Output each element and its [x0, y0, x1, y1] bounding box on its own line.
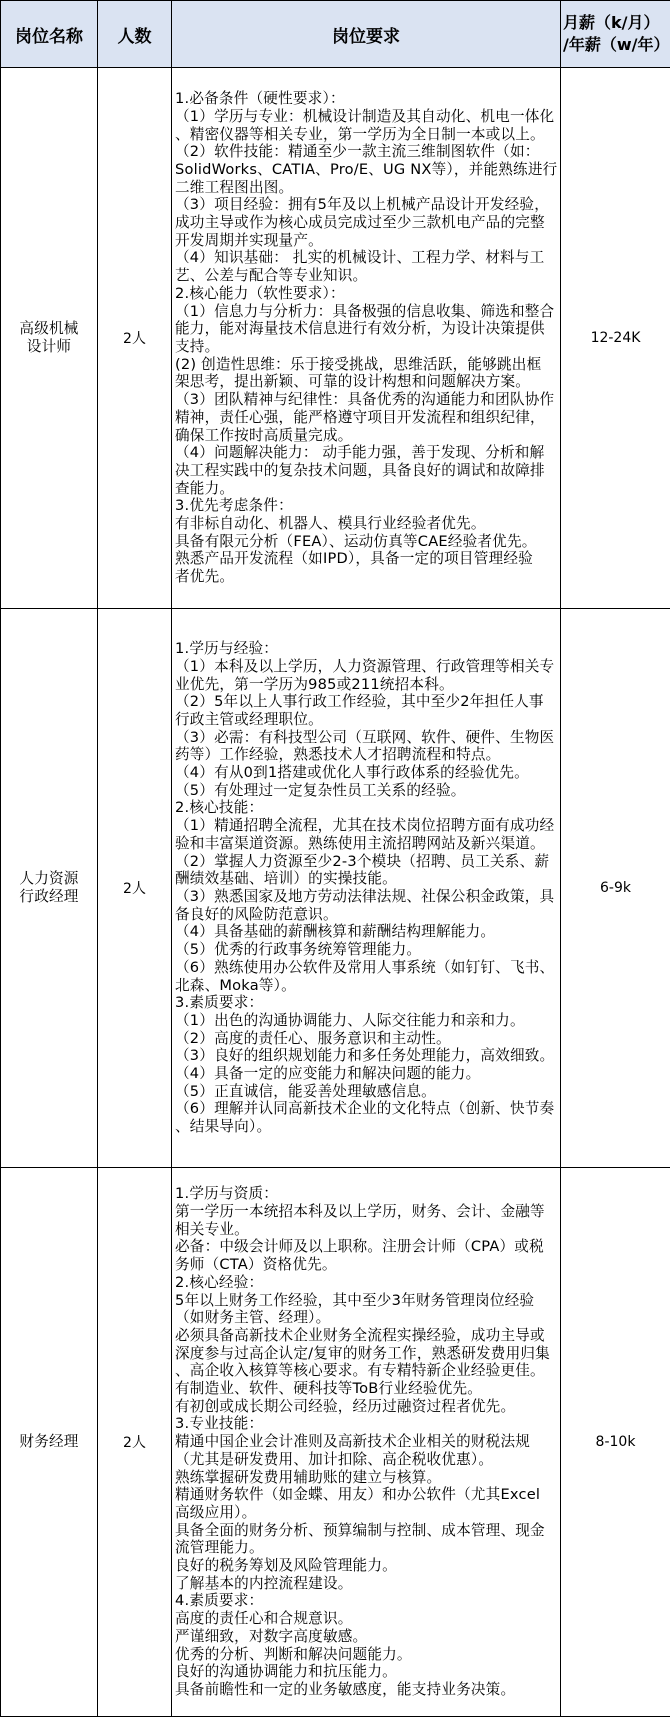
table-row — [1, 1168, 670, 1717]
requirement-line: 相关专业。 — [175, 1220, 249, 1238]
requirement-line: 2.核心经验： — [175, 1273, 264, 1291]
requirement-line: （1）出色的沟通协调能力、人际交往能力和亲和力。 — [175, 1011, 525, 1029]
table-row — [1, 68, 670, 609]
requirement-line: 验和丰富渠道资源。熟练使用主流招聘网站及新兴渠道。 — [175, 834, 545, 852]
requirement-line: （2）掌握人力资源至少2-3个模块（招聘、员工关系、薪 — [175, 852, 550, 870]
header-salary — [561, 1, 670, 68]
requirement-line: （尤其是研发费用、加计扣除、高企税收优惠）。 — [175, 1450, 494, 1468]
requirement-line: 行政主管或经理职位。 — [175, 710, 323, 728]
requirement-line: 2.核心能力（软性要求）： — [175, 284, 345, 302]
requirements-cell — [172, 68, 561, 609]
requirement-line: 熟练掌握研发费用辅助账的建立与核算。 — [175, 1468, 442, 1486]
position-title-line2: 设计师 — [26, 338, 72, 355]
requirement-line: （3）项目经验：拥有5年及以上机械产品设计开发经验， — [175, 196, 550, 214]
requirement-line: 药等）工作经验，熟悉技术人才招聘流程和特点。 — [175, 746, 501, 764]
requirement-line: （6）理解并认同高新技术企业的文化特点（创新、快节奏 — [175, 1100, 555, 1118]
requirement-line: 开发周期并实现量产。 — [175, 231, 323, 249]
requirement-line: 第一学历一本统招本科及以上学历，财务、会计、金融等 — [175, 1203, 545, 1220]
requirement-line: （4）问题解决能力： 动手能力强，善于发现、分析和解 — [175, 444, 545, 462]
header-salary-line2: /年薪（w/年） — [563, 35, 670, 54]
requirement-line: 4.素质要求： — [175, 1592, 264, 1610]
header-row — [1, 1, 670, 68]
requirement-line: 精通财务软件（如金蝶、用友）和办公软件（尤其Excel — [175, 1486, 541, 1504]
requirement-line: 3.专业技能： — [175, 1415, 264, 1433]
requirement-line: （2）高度的责任心、服务意识和主动性。 — [175, 1029, 451, 1047]
position-title-cell — [1, 68, 98, 609]
requirement-line: 酬绩效基础、培训）的实操技能。 — [175, 870, 397, 888]
requirement-line: （3）良好的组织规划能力和多任务处理能力，高效细致。 — [175, 1047, 555, 1065]
requirement-line: 高度的责任心和合规意识。 — [175, 1610, 353, 1628]
position-title-cell — [1, 609, 98, 1168]
requirement-line: （5）正直诚信，能妥善处理敏感信息。 — [175, 1082, 436, 1100]
requirement-line: 能力，能对海量技术信息进行有效分析，为设计决策提供 — [175, 320, 545, 338]
requirement-line: 支持。 — [175, 338, 220, 355]
requirement-line: 架思考，提出新颖、可靠的设计构想和问题解决方案。 — [175, 373, 531, 391]
requirement-line: （4）知识基础： 扎实的机械设计、工程力学、材料与工 — [175, 249, 545, 267]
requirement-line: （3）熟悉国家及地方劳动法律法规、社保公积金政策，具 — [175, 888, 555, 905]
requirement-line: （1）本科及以上学历，人力资源管理、行政管理等相关专 — [175, 657, 555, 675]
requirement-line: 深度参与过高企认定/复审的财务工作，熟悉研发费用归集 — [175, 1344, 550, 1362]
requirement-line: （5）优秀的行政事务统筹管理能力。 — [175, 941, 422, 959]
headcount-cell: 2人 — [98, 68, 172, 609]
requirement-line: 具备全面的财务分析、预算编制与控制、成本管理、现金 — [175, 1521, 545, 1539]
header-position: 岗位名称 — [1, 1, 98, 68]
requirement-line: 有制造业、软件、硬科技等ToB行业经验优先。 — [175, 1380, 483, 1398]
requirement-line: 备良好的风险防范意识。 — [175, 905, 338, 923]
requirement-line: 2.核心技能： — [175, 799, 264, 817]
requirement-line: （4）具备基础的薪酬核算和薪酬结构理解能力。 — [175, 923, 496, 941]
requirement-line: （4）具备一定的应变能力和解决问题的能力。 — [175, 1065, 481, 1083]
salary-cell: 12-24K — [561, 68, 670, 609]
position-title-line1: 人力资源 — [19, 870, 79, 887]
requirement-line: 良好的沟通协调能力和抗压能力。 — [175, 1663, 397, 1681]
requirement-line: 5年以上财务工作经验，其中至少3年财务管理岗位经验 — [175, 1291, 535, 1309]
table-row — [1, 609, 670, 1168]
requirement-line: 务师（CTA）资格优先。 — [175, 1256, 337, 1274]
requirement-line: 北森、Moka等）。 — [175, 976, 296, 994]
requirement-line: 3.素质要求： — [175, 994, 264, 1012]
requirements-cell — [172, 1168, 561, 1717]
requirement-line: 流管理能力。 — [175, 1539, 264, 1557]
requirement-line: 、精密仪器等相关专业，第一学历为全日制一本或以上。 — [175, 125, 545, 143]
position-title-cell — [1, 1168, 98, 1717]
salary-cell: 8-10k — [561, 1168, 670, 1717]
requirement-line: 二维工程图出图。 — [175, 178, 294, 196]
requirement-line: SolidWorks、CATIA、Pro/E、UG NX等），并能熟练进行 — [175, 160, 558, 178]
position-title-line1: 高级机械 — [19, 320, 79, 337]
requirement-line: 必备：中级会计师及以上职称。注册会计师（CPA）或税 — [175, 1238, 544, 1256]
requirement-line: 1.学历与资质： — [175, 1185, 279, 1203]
requirement-line: 、结果导向）。 — [175, 1118, 272, 1136]
requirement-line: 1.学历与经验： — [175, 640, 279, 658]
headcount-cell: 2人 — [98, 609, 172, 1168]
requirement-line: 精通中国企业会计准则及高新技术企业相关的财税法规 — [175, 1433, 531, 1451]
requirement-line: 优秀的分析、判断和解决问题能力。 — [175, 1645, 412, 1663]
requirement-line: 精神，责任心强，能严格遵守项目开发流程和组织纪律， — [175, 408, 545, 426]
headcount-cell: 2人 — [98, 1168, 172, 1717]
position-title-line2: 行政经理 — [19, 888, 79, 905]
salary-cell: 6-9k — [561, 609, 670, 1168]
requirement-line: 具备前瞻性和一定的业务敏感度，能支持业务决策。 — [175, 1680, 516, 1698]
requirement-line: （3）必需：有科技型公司（互联网、软件、硬件、生物医 — [175, 728, 555, 746]
requirement-line: 查能力。 — [175, 479, 235, 497]
requirement-line: 有非标自动化、机器人、模具行业经验者优先。 — [175, 515, 486, 533]
requirement-line: （3）团队精神与纪律性：具备优秀的沟通能力和团队协作 — [175, 391, 555, 409]
requirement-line: 必须具备高新技术企业财务全流程实操经验，成功主导或 — [175, 1326, 545, 1344]
requirement-line: 有初创或成长期公司经验，经历过融资过程者优先。 — [175, 1397, 516, 1415]
requirement-line: 严谨细致，对数字高度敏感。 — [175, 1627, 368, 1645]
requirements-cell — [172, 609, 561, 1168]
requirement-line: （2）5年以上人事行政工作经验，其中至少2年担任人事 — [175, 693, 544, 711]
requirement-line: 业优先，第一学历为985或211统招本科。 — [175, 675, 454, 693]
requirement-line: 者优先。 — [175, 568, 235, 586]
position-title-line1: 财务经理 — [19, 1433, 79, 1450]
requirement-line: 、高企收入核算等核心要求。有专精特新企业经验更佳。 — [175, 1362, 545, 1380]
requirement-line: 成功主导或作为核心成员完成过至少三款机电产品的完整 — [175, 214, 545, 232]
requirement-line: 决工程实践中的复杂技术问题，具备良好的调试和故障排 — [175, 461, 545, 479]
requirement-line: （5）有处理过一定复杂性员工关系的经验。 — [175, 781, 466, 799]
requirement-line: （1）精通招聘全流程，尤其在技术岗位招聘方面有成功经 — [175, 817, 555, 835]
requirement-line: 高级应用）。 — [175, 1503, 257, 1521]
requirement-line: 了解基本的内控流程建设。 — [175, 1574, 353, 1592]
requirement-line: (2) 创造性思维：乐于接受挑战，思维活跃，能够跳出框 — [175, 355, 542, 373]
requirement-line: （1）信息力与分析力：具备极强的信息收集、筛选和整合 — [175, 302, 555, 320]
requirement-line: 3.优先考虑条件： — [175, 497, 293, 515]
requirement-line: （如财务主管、经理）。 — [175, 1309, 331, 1327]
requirement-line: 具备有限元分析（FEA）、运动仿真等CAE经验者优先。 — [175, 532, 537, 550]
requirement-line: 确保工作按时高质量完成。 — [175, 426, 353, 444]
requirement-line: （2）软件技能：精通至少一款主流三维制图软件（如： — [175, 143, 540, 161]
requirement-line: 1.必备条件（硬性要求）： — [175, 90, 345, 108]
requirement-line: （6）熟练使用办公软件及常用人事系统（如钉钉、飞书、 — [175, 958, 555, 976]
requirement-line: 艺、公差与配合等专业知识。 — [175, 267, 368, 285]
header-count: 人数 — [98, 1, 172, 68]
requirement-line: 良好的税务筹划及风险管理能力。 — [175, 1557, 397, 1575]
requirement-line: （1）学历与专业：机械设计制造及其自动化、机电一体化 — [175, 107, 555, 125]
header-requirements: 岗位要求 — [172, 1, 561, 68]
requirement-line: （4）有从0到1搭建或优化人事行政体系的经验优先。 — [175, 764, 529, 782]
requirement-line: 熟悉产品开发流程（如IPD），具备一定的项目管理经验 — [175, 550, 533, 568]
header-salary-line1: 月薪（k/月） — [563, 13, 660, 32]
